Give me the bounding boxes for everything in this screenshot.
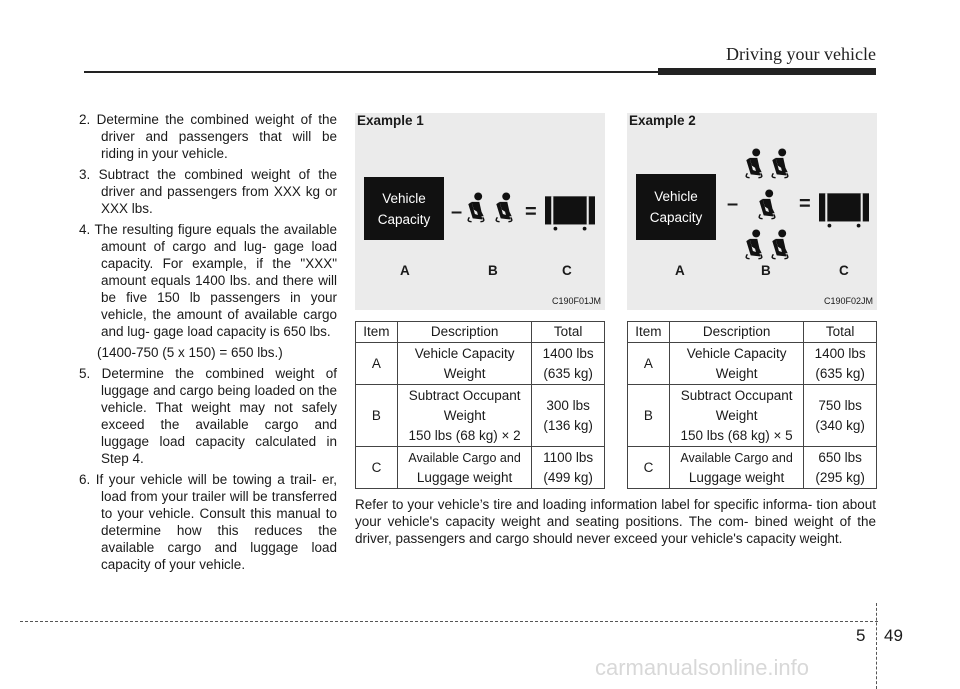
description-line: Weight	[443, 407, 486, 423]
page-header-title: Driving your vehicle	[726, 44, 876, 64]
item-cell: A	[356, 343, 398, 385]
description-cell	[397, 343, 531, 385]
description-line: 150 lbs (68 kg) × 5	[680, 427, 793, 443]
total-cell	[532, 343, 605, 385]
example-1-title: Example 1	[357, 113, 424, 128]
cargo-icon	[545, 194, 595, 232]
table-header-row	[628, 322, 877, 343]
total-cell	[804, 385, 877, 447]
section-number: 5	[856, 626, 866, 645]
description-line: Luggage weight	[688, 469, 785, 485]
example-formula: (1400-750 (5 x 150) = 650 lbs.)	[97, 345, 283, 360]
instruction-steps	[79, 111, 337, 577]
passenger-icon	[769, 229, 791, 262]
item-cell: B	[628, 385, 670, 447]
step-3: 3. Subtract the combined weight of the driver and passengers from XXX kg or XXX lbs.	[79, 167, 337, 216]
column-header: Item	[356, 322, 398, 343]
description-line: Subtract Occupant	[408, 387, 521, 403]
example-1-figure	[355, 113, 605, 310]
equals-sign: =	[799, 193, 811, 215]
total-cell	[532, 385, 605, 447]
description-line: Available Cargo and	[680, 450, 793, 465]
total-cell	[804, 343, 877, 385]
passenger-icon	[465, 192, 487, 225]
column-header: Total	[532, 322, 605, 343]
item-cell: C	[628, 447, 670, 489]
total-line: (295 kg)	[815, 469, 865, 485]
total-line: 1400 lbs	[542, 345, 594, 361]
total-line: 1400 lbs	[814, 345, 866, 361]
total-line: (635 kg)	[543, 365, 593, 381]
passenger-icon	[743, 229, 765, 262]
total-line: 300 lbs	[546, 397, 590, 413]
header-bar	[658, 68, 876, 75]
page-number-divider	[876, 603, 877, 689]
table-row	[356, 343, 605, 385]
vehicle-capacity-line2: Capacity	[649, 210, 703, 225]
page-number: 49	[884, 626, 903, 645]
figure-code: C190F02JM	[823, 296, 873, 306]
step-5: 5. Determine the combined weight of luggage and cargo being loaded on the vehicle. That weight may not safely exceed the available cargo and luggage load capacity calculated in Step 4.	[79, 366, 337, 466]
step-4: 4. The resulting figure equals the available amount of cargo and lug- gage load capacity. For example, if the "XXX" amount equals 1400 lbs. and there will be five 150 lb passengers in your vehicle, the amount of available cargo and lug- gage load capacity is 650 lbs.	[79, 222, 337, 339]
table-header-row	[356, 322, 605, 343]
vehicle-capacity-line1: Vehicle	[382, 191, 426, 206]
description-line: Weight	[715, 365, 758, 381]
description-line: Subtract Occupant	[680, 387, 793, 403]
example-2-table	[627, 321, 877, 489]
label-b: B	[488, 263, 498, 278]
total-line: (136 kg)	[543, 417, 593, 433]
label-a: A	[400, 263, 410, 278]
description-line: Available Cargo and	[408, 450, 521, 465]
total-line: 750 lbs	[818, 397, 862, 413]
equals-sign: =	[525, 201, 537, 223]
vehicle-capacity-box	[636, 174, 716, 240]
item-cell: A	[628, 343, 670, 385]
total-line: (635 kg)	[815, 365, 865, 381]
table-row	[628, 385, 877, 447]
column-header: Description	[397, 322, 531, 343]
example-1-table	[355, 321, 605, 489]
total-line: (340 kg)	[815, 417, 865, 433]
example-2-title: Example 2	[629, 113, 696, 128]
description-line: Vehicle Capacity	[686, 345, 787, 361]
minus-sign: –	[451, 201, 463, 223]
description-cell	[397, 385, 531, 447]
total-line: 1100 lbs	[543, 449, 594, 465]
example-2-figure	[627, 113, 877, 310]
vehicle-capacity-box	[364, 177, 444, 240]
figure-code: C190F01JM	[551, 296, 601, 306]
description-line: Luggage weight	[416, 469, 513, 485]
table-row	[628, 343, 877, 385]
total-cell	[804, 447, 877, 489]
header-rule	[84, 71, 658, 73]
table-row	[356, 385, 605, 447]
reference-paragraph: Refer to your vehicle’s tire and loading information label for specific informa- tion about your vehicle's capacity weight and seating positions. The com- bined weight of the driver, passengers and cargo should never exceed your vehicle's capacity weight.	[355, 497, 876, 546]
passenger-icon	[756, 189, 778, 222]
column-header: Total	[804, 322, 877, 343]
label-b: B	[761, 263, 771, 278]
vehicle-capacity-line1: Vehicle	[654, 189, 698, 204]
item-cell: C	[356, 447, 398, 489]
description-cell	[397, 447, 531, 489]
total-line: 650 lbs	[818, 449, 862, 465]
item-cell: B	[356, 385, 398, 447]
column-header: Description	[669, 322, 803, 343]
vehicle-capacity-line2: Capacity	[377, 212, 431, 227]
table-row	[356, 447, 605, 489]
total-cell	[532, 447, 605, 489]
watermark: carmanualsonline.info	[595, 655, 810, 680]
label-a: A	[675, 263, 685, 278]
table-row	[628, 447, 877, 489]
column-header: Item	[628, 322, 670, 343]
description-cell	[669, 385, 803, 447]
description-cell	[669, 447, 803, 489]
description-line: Weight	[715, 407, 758, 423]
passenger-icon	[769, 148, 791, 181]
label-c: C	[562, 263, 572, 278]
description-line: Vehicle Capacity	[414, 345, 515, 361]
passenger-icon	[493, 192, 515, 225]
step-2: 2. Determine the combined weight of the driver and passengers that will be riding in your vehicle.	[79, 112, 337, 161]
cargo-icon	[819, 191, 869, 229]
footer-rule	[20, 621, 878, 622]
minus-sign: –	[727, 193, 739, 215]
step-6: 6. If your vehicle will be towing a trail- er, load from your trailer will be transferred to your vehicle. Consult this manual to determine how this reduces the available cargo and luggage load capacity of your vehicle.	[79, 472, 337, 572]
description-line: Weight	[443, 365, 486, 381]
label-c: C	[839, 263, 849, 278]
passenger-icon	[743, 148, 765, 181]
description-line: 150 lbs (68 kg) × 2	[408, 427, 521, 443]
total-line: (499 kg)	[543, 469, 593, 485]
description-cell	[669, 343, 803, 385]
